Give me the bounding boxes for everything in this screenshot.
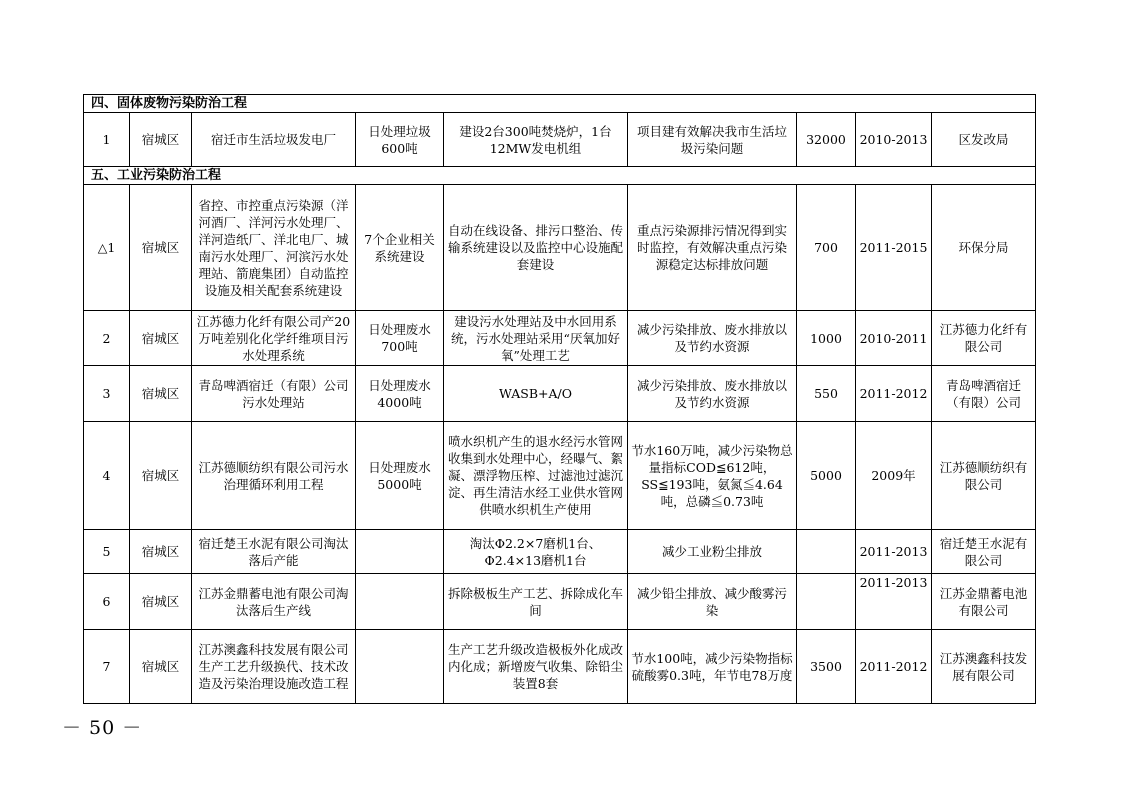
expected-effect: 减少铅尘排放、减少酸雾污染	[628, 574, 797, 630]
construction-content: WASB+A/O	[444, 366, 628, 422]
row-number: 6	[84, 574, 130, 630]
construction-content: 拆除极板生产工艺、拆除成化车间	[444, 574, 628, 630]
construction-content: 自动在线设备、排污口整治、传输系统建设以及监控中心设施配套建设	[444, 185, 628, 311]
investment: 1000	[797, 311, 856, 366]
district: 宿城区	[130, 630, 192, 704]
row-number: △1	[84, 185, 130, 311]
period: 2011-2012	[856, 630, 932, 704]
project-name: 省控、市控重点污染源（洋河酒厂、洋河污水处理厂、洋河造纸厂、洋北电厂、城南污水处理厂、河滨污水处理站、箭鹿集团）自动监控设施及相关配套系统建设	[192, 185, 356, 311]
project-name: 江苏德顺纺织有限公司污水治理循环利用工程	[192, 422, 356, 530]
district: 宿城区	[130, 422, 192, 530]
investment	[797, 574, 856, 630]
table-row	[84, 630, 1036, 704]
district: 宿城区	[130, 185, 192, 311]
district: 宿城区	[130, 366, 192, 422]
scale: 日处理废水4000吨	[356, 366, 444, 422]
row-number: 3	[84, 366, 130, 422]
expected-effect: 节水160万吨，减少污染物总量指标COD≦612吨，SS≦193吨，氨氮≦4.64吨，总磷≦0.73吨	[628, 422, 797, 530]
construction-content: 建设2台300吨焚烧炉，1台12MW发电机组	[444, 113, 628, 167]
scale	[356, 530, 444, 574]
scale: 7个企业相关系统建设	[356, 185, 444, 311]
district: 宿城区	[130, 530, 192, 574]
period: 2010-2011	[856, 311, 932, 366]
period: 2009年	[856, 422, 932, 530]
project-name: 宿迁楚王水泥有限公司淘汰落后产能	[192, 530, 356, 574]
responsible-unit: 江苏澳鑫科技发展有限公司	[932, 630, 1036, 704]
responsible-unit: 青岛啤酒宿迁（有限）公司	[932, 366, 1036, 422]
scale: 日处理垃圾600吨	[356, 113, 444, 167]
expected-effect: 减少污染排放、废水排放以及节约水资源	[628, 311, 797, 366]
investment	[797, 530, 856, 574]
page-number: － 50 －	[62, 717, 143, 739]
investment: 3500	[797, 630, 856, 704]
row-number: 1	[84, 113, 130, 167]
expected-effect: 项目建有效解决我市生活垃圾污染问题	[628, 113, 797, 167]
district: 宿城区	[130, 113, 192, 167]
responsible-unit: 环保分局	[932, 185, 1036, 311]
construction-content: 生产工艺升级改造极板外化成改内化成；新增废气收集、除铅尘装置8套	[444, 630, 628, 704]
construction-content: 喷水织机产生的退水经污水管网收集到水处理中心，经曝气、絮凝、漂浮物压榨、过滤池过滤沉淀、再生清洁水经工业供水管网供喷水织机生产使用	[444, 422, 628, 530]
row-number: 4	[84, 422, 130, 530]
expected-effect: 减少污染排放、废水排放以及节约水资源	[628, 366, 797, 422]
investment: 550	[797, 366, 856, 422]
period: 2011-2013	[856, 530, 932, 574]
section-title: 五、工业污染防治工程	[84, 167, 1036, 185]
responsible-unit: 江苏金鼎蓄电池有限公司	[932, 574, 1036, 630]
expected-effect: 减少工业粉尘排放	[628, 530, 797, 574]
responsible-unit: 江苏德顺纺织有限公司	[932, 422, 1036, 530]
project-table	[83, 94, 1036, 704]
period: 2010-2013	[856, 113, 932, 167]
construction-content: 建设污水处理站及中水回用系统，污水处理站采用“厌氧加好氧”处理工艺	[444, 311, 628, 366]
scale	[356, 574, 444, 630]
row-number: 5	[84, 530, 130, 574]
table-row	[84, 311, 1036, 366]
table-row	[84, 530, 1036, 574]
investment: 700	[797, 185, 856, 311]
period: 2011-2012	[856, 366, 932, 422]
investment: 5000	[797, 422, 856, 530]
row-number: 2	[84, 311, 130, 366]
scale: 日处理废水5000吨	[356, 422, 444, 530]
period: 2011-2013	[856, 574, 932, 630]
construction-content: 淘汰Φ2.2×7磨机1台、Φ2.4×13磨机1台	[444, 530, 628, 574]
table-row	[84, 185, 1036, 311]
project-name: 青岛啤酒宿迁（有限）公司污水处理站	[192, 366, 356, 422]
responsible-unit: 宿迁楚王水泥有限公司	[932, 530, 1036, 574]
period: 2011-2015	[856, 185, 932, 311]
section-header	[84, 167, 1036, 185]
project-name: 宿迁市生活垃圾发电厂	[192, 113, 356, 167]
table-row	[84, 574, 1036, 630]
project-name: 江苏金鼎蓄电池有限公司淘汰落后生产线	[192, 574, 356, 630]
investment: 32000	[797, 113, 856, 167]
table-row	[84, 113, 1036, 167]
district: 宿城区	[130, 311, 192, 366]
row-number: 7	[84, 630, 130, 704]
project-name: 江苏澳鑫科技发展有限公司生产工艺升级换代、技术改造及污染治理设施改造工程	[192, 630, 356, 704]
section-header	[84, 95, 1036, 113]
expected-effect: 重点污染源排污情况得到实时监控，有效解决重点污染源稳定达标排放问题	[628, 185, 797, 311]
expected-effect: 节水100吨，减少污染物指标硫酸雾0.3吨，年节电78万度	[628, 630, 797, 704]
responsible-unit: 江苏德力化纤有限公司	[932, 311, 1036, 366]
table-row	[84, 422, 1036, 530]
district: 宿城区	[130, 574, 192, 630]
responsible-unit: 区发改局	[932, 113, 1036, 167]
table-row	[84, 366, 1036, 422]
scale: 日处理废水700吨	[356, 311, 444, 366]
section-title: 四、固体废物污染防治工程	[84, 95, 1036, 113]
scale	[356, 630, 444, 704]
project-name: 江苏德力化纤有限公司产20万吨差别化化学纤维项目污水处理系统	[192, 311, 356, 366]
